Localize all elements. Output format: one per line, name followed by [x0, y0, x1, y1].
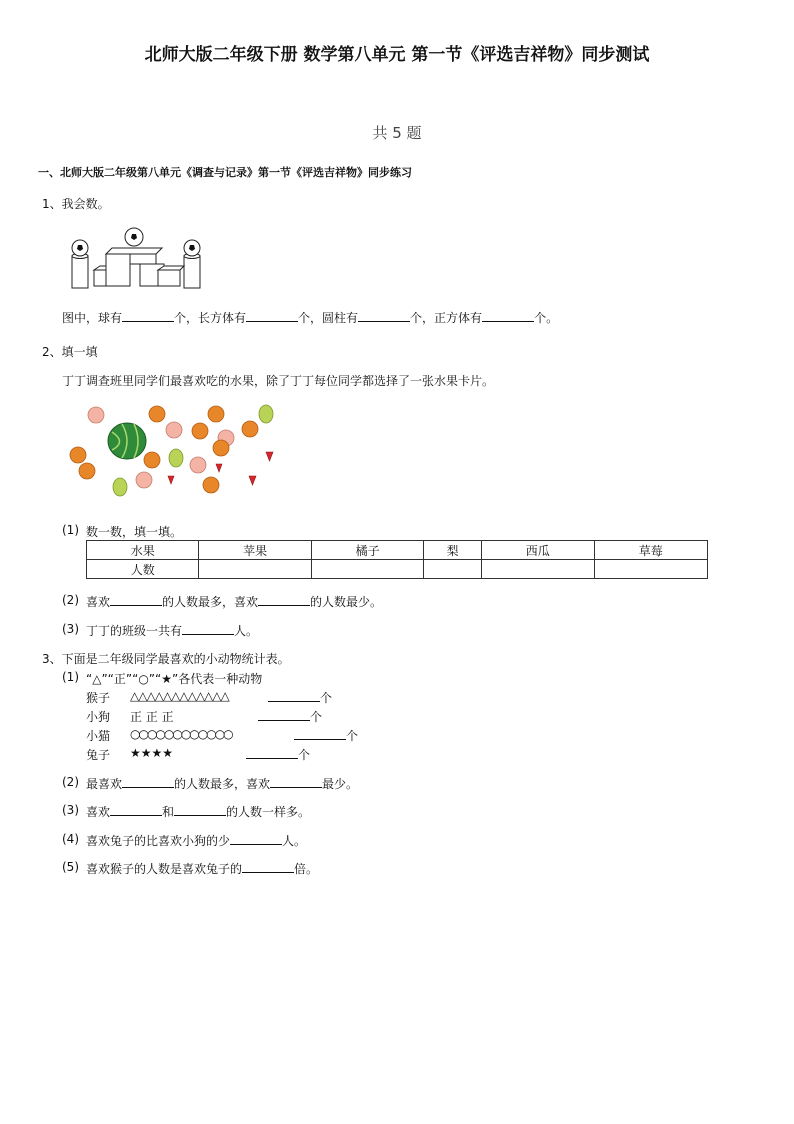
- q3-sub1-text: “△”“正”“○”“★”各代表一种动物: [86, 672, 263, 686]
- orange-icon: [70, 447, 86, 463]
- answer-blank[interactable]: [246, 747, 298, 759]
- orange-icon: [144, 452, 160, 468]
- answer-blank[interactable]: [122, 776, 174, 788]
- q3-sub5: 喜欢猴子的人数是喜欢兔子的 倍。: [86, 862, 319, 876]
- answer-blank[interactable]: [246, 310, 298, 322]
- table-header-cell: 梨: [424, 541, 482, 560]
- table-row: [87, 541, 708, 560]
- question-count: 共 5 题: [372, 124, 422, 142]
- q3-sub5-num: (5): [62, 860, 79, 874]
- page-title: 北师大版二年级下册 数学第八单元 第一节《评选吉祥物》同步测试: [144, 45, 650, 65]
- q2-sub2-num: (2): [62, 593, 79, 607]
- animal-symbols: △△△△△△△△△△△△: [130, 689, 229, 703]
- shapes-figure: [66, 224, 212, 290]
- animal-name: 小猫: [86, 729, 111, 743]
- q3-sub4-num: (4): [62, 832, 79, 846]
- animal-symbols: ★★★★: [130, 746, 174, 760]
- animal-count: 个: [268, 689, 332, 706]
- table-answer-cell[interactable]: [424, 560, 482, 579]
- table-header-cell: 水果: [87, 541, 199, 560]
- q2-sub1-text: 数一数，填一填。: [86, 525, 183, 539]
- q1-question: 图中，球有 个，长方体有 个，圆柱有 个，正方体有 个。: [62, 311, 559, 325]
- q3-sub2: 最喜欢 的人数最多，喜欢 最少。: [86, 777, 359, 791]
- table-header-cell: 橘子: [311, 541, 423, 560]
- answer-blank[interactable]: [270, 776, 322, 788]
- q3-label: 3、下面是二年级同学最喜欢的小动物统计表。: [42, 652, 290, 666]
- orange-icon: [79, 463, 95, 479]
- answer-blank[interactable]: [182, 623, 234, 635]
- answer-blank[interactable]: [358, 310, 410, 322]
- strawberry-icon: [168, 476, 174, 484]
- answer-blank[interactable]: [258, 594, 310, 606]
- apple-icon: [166, 422, 182, 438]
- apple-icon: [190, 457, 206, 473]
- animal-name: 小狗: [86, 710, 111, 724]
- table-answer-cell[interactable]: [311, 560, 423, 579]
- table-header-cell: 苹果: [199, 541, 311, 560]
- orange-icon: [208, 406, 224, 422]
- section-heading: 一、北师大版二年级第八单元《调查与记录》第一节《评选吉祥物》同步练习: [38, 166, 412, 179]
- answer-blank[interactable]: [258, 709, 310, 721]
- apple-icon: [88, 407, 104, 423]
- q2-intro: 丁丁调查班里同学们最喜欢吃的水果，除了丁丁每位同学都选择了一张水果卡片。: [62, 374, 495, 388]
- q1-label: 1、我会数。: [42, 197, 110, 211]
- animal-symbols: 正 正 正: [130, 710, 174, 724]
- strawberry-icon: [266, 452, 273, 461]
- answer-blank[interactable]: [122, 310, 174, 322]
- table-answer-cell[interactable]: [482, 560, 594, 579]
- animal-name: 猴子: [86, 691, 111, 705]
- q3-sub3-num: (3): [62, 803, 79, 817]
- pear-icon: [259, 405, 273, 423]
- answer-blank[interactable]: [242, 861, 294, 873]
- animal-count: 个: [246, 746, 310, 763]
- animal-symbols: ○○○○○○○○○○○○: [130, 727, 232, 741]
- q3-sub1-num: (1): [62, 670, 79, 684]
- pear-icon: [169, 449, 183, 467]
- animal-name: 兔子: [86, 748, 111, 762]
- animal-count: 个: [258, 708, 322, 725]
- table-header-cell: 草莓: [594, 541, 708, 560]
- orange-icon: [203, 477, 219, 493]
- cube-left: [106, 254, 130, 286]
- table-row: [87, 560, 708, 579]
- answer-blank[interactable]: [174, 804, 226, 816]
- q3-sub2-num: (2): [62, 775, 79, 789]
- q2-sub2: 喜欢 的人数最多，喜欢 的人数最少。: [86, 595, 383, 609]
- table-row-label: 人数: [87, 560, 199, 579]
- table-answer-cell[interactable]: [594, 560, 708, 579]
- q3-sub4: 喜欢兔子的比喜欢小狗的少 人。: [86, 834, 307, 848]
- q2-sub1-num: (1): [62, 523, 79, 537]
- table-header-cell: 西瓜: [482, 541, 594, 560]
- cylinder-left: [72, 256, 88, 288]
- q2-sub3: 丁丁的班级一共有 人。: [86, 624, 259, 638]
- cuboid-top: [130, 254, 156, 264]
- q2-sub3-num: (3): [62, 622, 79, 636]
- fruit-table: [86, 540, 708, 579]
- table-answer-cell[interactable]: [199, 560, 311, 579]
- pear-icon: [113, 478, 127, 496]
- apple-icon: [136, 472, 152, 488]
- answer-blank[interactable]: [294, 728, 346, 740]
- answer-blank[interactable]: [482, 310, 534, 322]
- fruit-cards-figure: [66, 398, 280, 500]
- answer-blank[interactable]: [268, 690, 320, 702]
- strawberry-icon: [216, 464, 222, 472]
- answer-blank[interactable]: [230, 833, 282, 845]
- animal-count: 个: [294, 727, 358, 744]
- cylinder-right: [184, 256, 200, 288]
- orange-icon: [192, 423, 208, 439]
- answer-blank[interactable]: [110, 804, 162, 816]
- orange-icon: [242, 421, 258, 437]
- q2-label: 2、填一填: [42, 345, 98, 359]
- answer-blank[interactable]: [110, 594, 162, 606]
- q3-sub3: 喜欢 和 的人数一样多。: [86, 805, 311, 819]
- cuboid-right: [158, 270, 180, 286]
- orange-icon: [149, 406, 165, 422]
- orange-icon: [213, 440, 229, 456]
- strawberry-icon: [249, 476, 256, 485]
